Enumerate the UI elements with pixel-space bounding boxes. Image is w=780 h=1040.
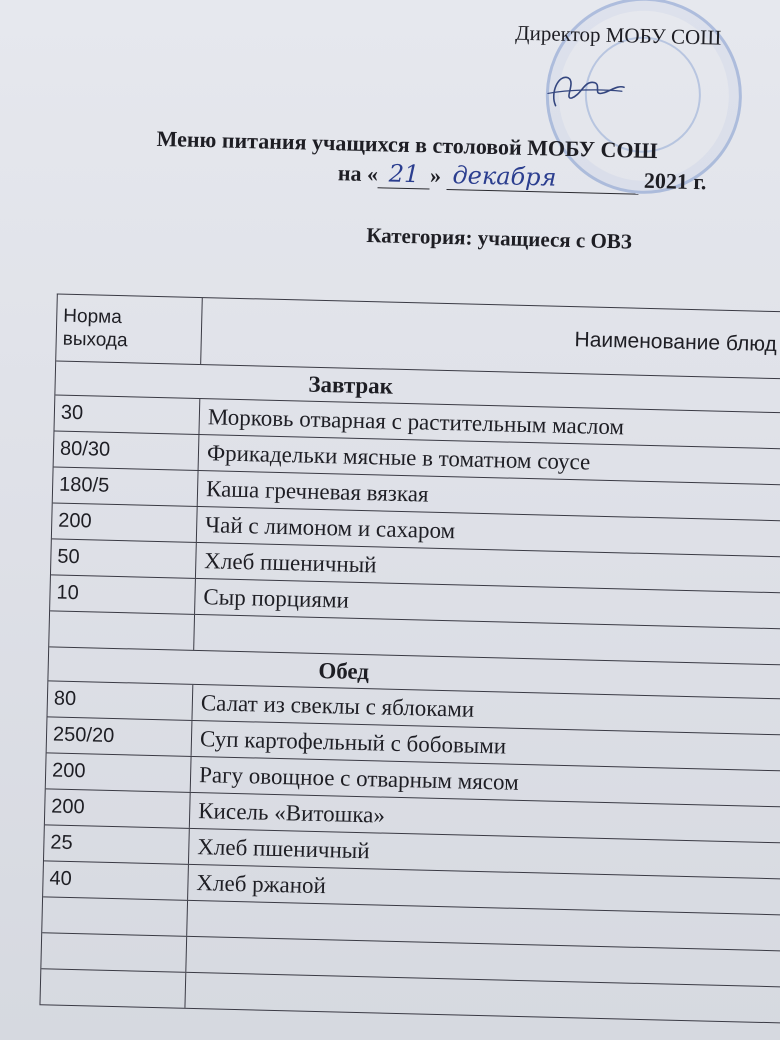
section-title: Завтрак: [308, 371, 394, 399]
dish-cell: Хлеб ржаной: [196, 869, 327, 898]
dish-cell: Рагу овощное с отварным мясом: [198, 761, 520, 795]
norm-cell: 250/20: [47, 717, 193, 756]
norm-cell: 30: [54, 395, 200, 434]
norm-cell: 200: [52, 503, 198, 542]
dish-cell: Хлеб пшеничный: [197, 833, 370, 863]
category-label: Категория: учащиеся с ОВЗ: [366, 223, 633, 254]
dish-cell: Морковь отварная с растительным маслом: [207, 403, 625, 439]
norm-cell: 200: [45, 789, 191, 828]
norm-cell: 50: [51, 539, 197, 578]
date-prefix: на «: [337, 160, 379, 187]
norm-cell: 80/30: [54, 431, 200, 470]
dish-cell: Кисель «Витошка»: [197, 797, 386, 828]
norm-cell: 10: [50, 575, 196, 614]
date-year: 2021 г.: [643, 167, 707, 195]
dish-cell: Суп картофельный с бобовыми: [199, 725, 507, 759]
dish-column-header: Наименование блюд: [574, 328, 778, 357]
date-day: 21: [378, 159, 431, 189]
dish-cell: Фрикадельки мясные в томатном соусе: [206, 439, 591, 475]
norm-column-header: Норма выхода: [56, 295, 203, 365]
norm-cell: 180/5: [53, 467, 199, 506]
norm-cell: [49, 611, 195, 650]
section-title: Обед: [318, 657, 370, 684]
norm-cell: [40, 969, 186, 1008]
menu-table: [39, 293, 780, 1023]
dish-cell: Хлеб пшеничный: [204, 547, 377, 577]
dish-cell: Каша гречневая вязкая: [205, 475, 429, 507]
director-title: Директор МОБУ СОШ: [515, 20, 722, 50]
norm-cell: 40: [43, 861, 189, 900]
norm-cell: [41, 933, 187, 972]
dish-cell: Сыр порциями: [203, 583, 350, 613]
norm-cell: 200: [46, 753, 192, 792]
norm-cell: 25: [44, 825, 190, 864]
norm-cell: 80: [48, 681, 194, 720]
dish-cell: Чай с лимоном и сахаром: [204, 511, 456, 543]
date-mid: »: [429, 162, 442, 188]
norm-cell: [42, 897, 188, 936]
date-month: декабря: [446, 161, 639, 195]
dish-cell: Салат из свеклы с яблоками: [200, 689, 475, 722]
director-signature: [537, 63, 628, 115]
menu-title: Меню питания учащихся в столовой МОБУ СОШ: [156, 125, 658, 164]
